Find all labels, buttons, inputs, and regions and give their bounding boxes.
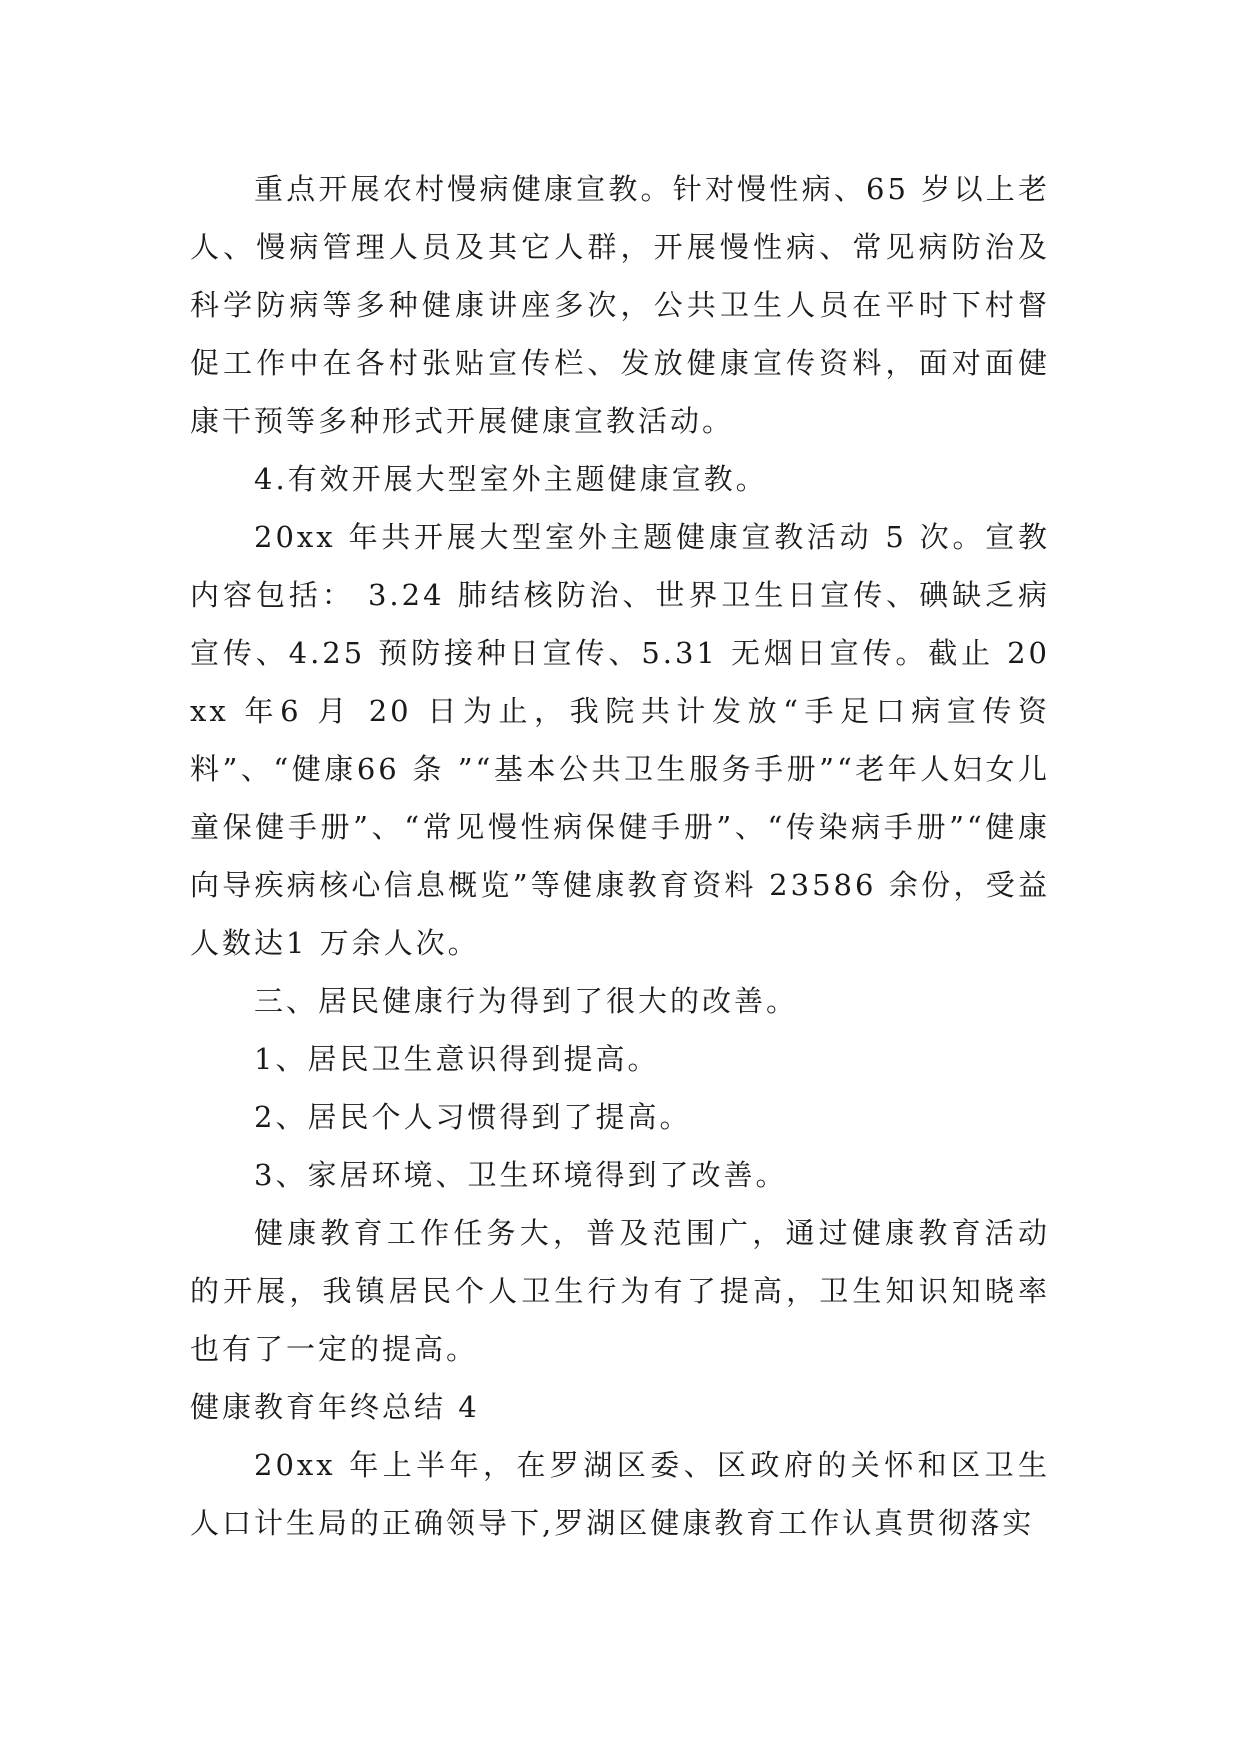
paragraph-luohu-intro: 20xx 年上半年，在罗湖区委、区政府的关怀和区卫生人口计生局的正确领导下,罗湖区健康教育工作认真贯彻落实 (190, 1448, 1050, 1540)
paragraph-chronic-disease-education: 重点开展农村慢病健康宣教。针对慢性病、65 岁以上老人、慢病管理人员及其它人群，开展慢性病、常见病防治及科学防病等多种健康讲座多次，公共卫生人员在平时下村督促工作中在各村张贴宣传栏、发放健康宣传资料，面对面健康干预等多种形式开展健康宣教活动。 (190, 172, 1050, 438)
paragraph-outdoor-education-details: 20xx 年共开展大型室外主题健康宣教活动 5 次。宣教内容包括： 3.24 肺结核防治、世界卫生日宣传、碘缺乏病宣传、4.25 预防接种日宣传、5.31 无烟日宣传。截止 20xx 年6 月 20 日为止，我院共计发放“手足口病宣传资料”、“健康66 条 ”“基本公共卫生服务手册”“老年人妇女儿童保健手册”、“常见慢性病保健手册”、“传染病手册”“健康向导疾病核心信息概览”等健康教育资料 23586 余份，受益人数达1 万余人次。 (190, 520, 1050, 960)
section-title: 健康教育年终总结 4 (190, 1390, 480, 1424)
paragraph-item-1: 1、居民卫生意识得到提高。 (254, 1042, 660, 1076)
document-body (190, 160, 1050, 1552)
paragraph-outdoor-education-heading: 4.有效开展大型室外主题健康宣教。 (254, 462, 768, 496)
paragraph-item-2: 2、居民个人习惯得到了提高。 (254, 1100, 692, 1134)
paragraph-item-3: 3、家居环境、卫生环境得到了改善。 (254, 1158, 788, 1192)
paragraph-summary: 健康教育工作任务大，普及范围广，通过健康教育活动的开展，我镇居民个人卫生行为有了提高，卫生知识知晓率也有了一定的提高。 (190, 1216, 1050, 1366)
paragraph-section-three-heading: 三、居民健康行为得到了很大的改善。 (254, 984, 799, 1018)
